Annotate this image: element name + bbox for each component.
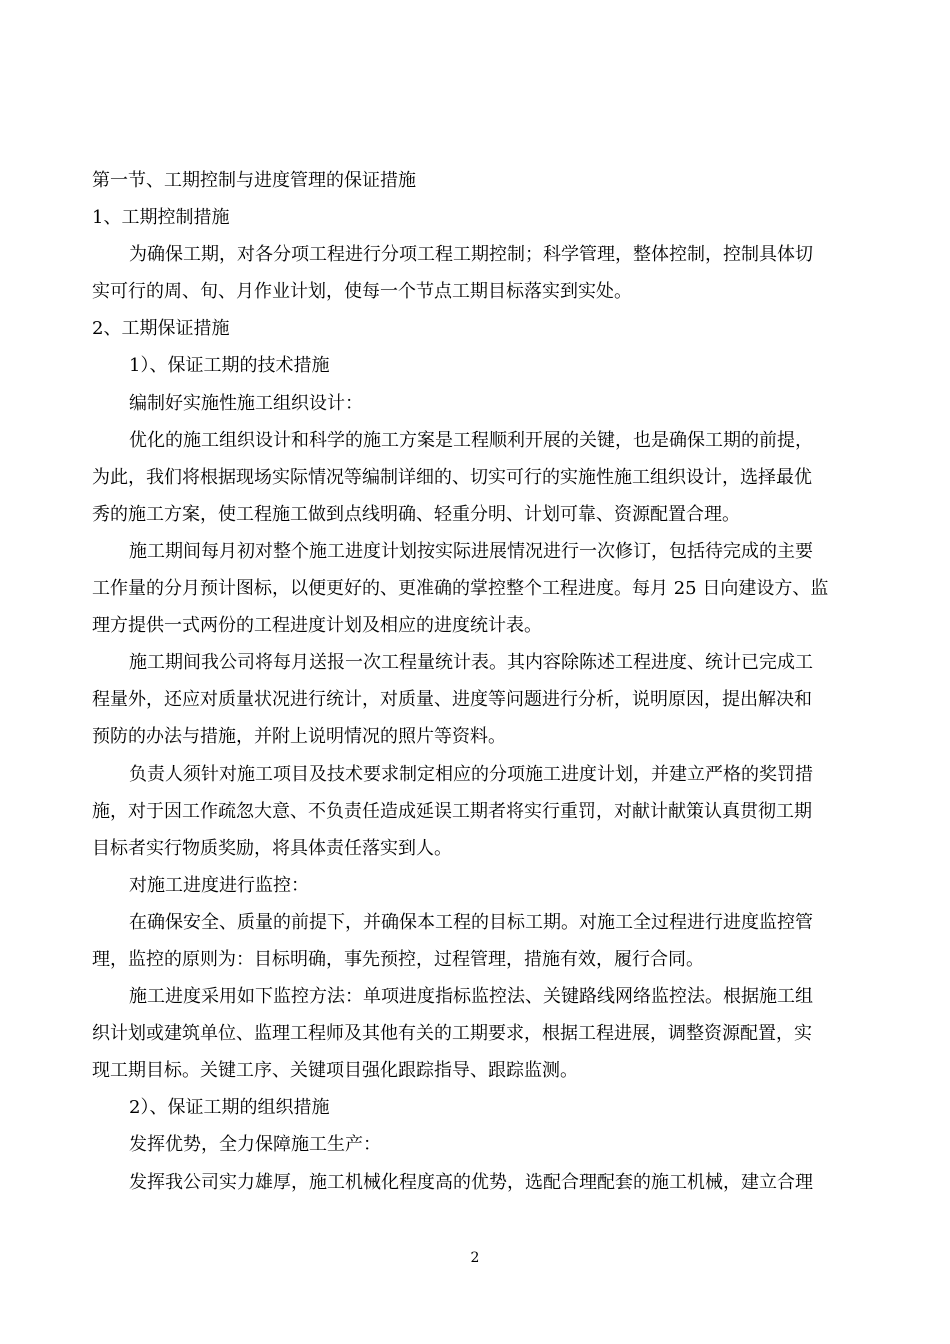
paragraph-line: 工作量的分月预计图标，以便更好的、更准确的掌控整个工程进度。每月 25 日向建设方、监 [92, 578, 829, 600]
paragraph-line: 程量外，还应对质量状况进行统计，对质量、进度等问题进行分析，说明原因，提出解决和 [92, 689, 812, 711]
paragraph-line: 为此，我们将根据现场实际情况等编制详细的、切实可行的实施性施工组织设计，选择最优 [92, 466, 812, 488]
section-heading: 第一节、工期控制与进度管理的保证措施 [92, 170, 416, 191]
paragraph-line: 秀的施工方案，使工程施工做到点线明确、轻重分明、计划可靠、资源配置合理。 [92, 503, 740, 525]
paragraph-line: 发挥我公司实力雄厚，施工机械化程度高的优势，选配合理配套的施工机械，建立合理 [129, 1171, 813, 1193]
paragraph-line: 理方提供一式两份的工程进度计划及相应的进度统计表。 [92, 615, 542, 637]
paragraph-line: 在确保安全、质量的前提下，并确保本工程的目标工期。对施工全过程进行进度监控管 [129, 911, 813, 933]
subsection-heading: 2、工期保证措施 [92, 318, 230, 340]
paragraph-line: 预防的办法与措施，并附上说明情况的照片等资料。 [92, 726, 506, 748]
paragraph-line: 织计划或建筑单位、监理工程师及其他有关的工期要求，根据工程进展，调整资源配置，实 [92, 1023, 812, 1045]
paragraph-line: 目标者实行物质奖励，将具体责任落实到人。 [92, 837, 452, 859]
paragraph-line: 施工期间我公司将每月送报一次工程量统计表。其内容除陈述工程进度、统计已完成工 [129, 652, 813, 674]
item-subheading: 对施工进度进行监控： [129, 874, 309, 896]
paragraph-line: 施工期间每月初对整个施工进度计划按实际进展情况进行一次修订，包括待完成的主要 [129, 540, 813, 562]
subsection-heading: 1、工期控制措施 [92, 207, 230, 229]
item-heading: 2）、保证工期的组织措施 [129, 1097, 330, 1119]
paragraph-line: 实可行的周、旬、月作业计划，使每一个节点工期目标落实到实处。 [92, 281, 632, 303]
page-number: 2 [470, 1250, 480, 1266]
paragraph-line: 现工期目标。关键工序、关键项目强化跟踪指导、跟踪监测。 [92, 1060, 578, 1082]
item-heading: 1）、保证工期的技术措施 [129, 355, 330, 377]
item-subheading: 发挥优势，全力保障施工生产： [129, 1134, 381, 1156]
document-body [92, 162, 862, 1201]
paragraph-line: 为确保工期，对各分项工程进行分项工程工期控制；科学管理，整体控制，控制具体切 [129, 244, 813, 266]
paragraph-line: 优化的施工组织设计和科学的施工方案是工程顺利开展的关键，也是确保工期的前提， [129, 429, 813, 451]
paragraph-line: 理，监控的原则为：目标明确，事先预控，过程管理，措施有效，履行合同。 [92, 948, 704, 970]
paragraph-line: 施工进度采用如下监控方法：单项进度指标监控法、关键路线网络监控法。根据施工组 [129, 986, 813, 1008]
paragraph-line: 负责人须针对施工项目及技术要求制定相应的分项施工进度计划，并建立严格的奖罚措 [129, 763, 813, 785]
paragraph-line: 施，对于因工作疏忽大意、不负责任造成延误工期者将实行重罚，对献计献策认真贯彻工期 [92, 800, 812, 822]
item-subheading: 编制好实施性施工组织设计： [129, 392, 363, 414]
